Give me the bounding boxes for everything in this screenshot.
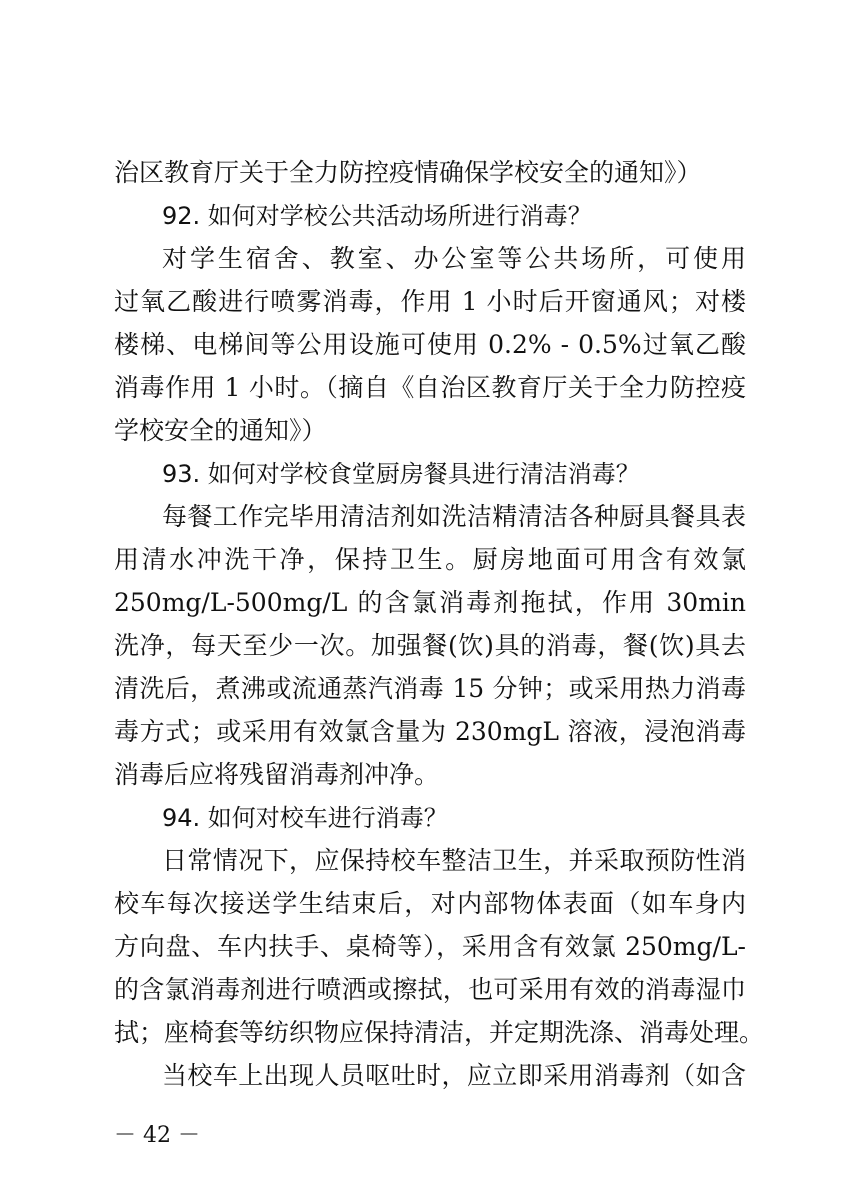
text-line: 学校安全的通知》） — [114, 416, 327, 445]
text-line: 清洗后，煮沸或流通蒸汽消毒 15 分钟；或采用热力消毒 — [114, 674, 746, 703]
text-line: 250mg/L-500mg/L 的含氯消毒剂拖拭，作用 30min — [114, 588, 746, 617]
question-heading-93: 93. 如何对学校食堂厨房餐具进行清洁消毒？ — [162, 460, 640, 488]
text-line: 对学生宿舍、教室、办公室等公共场所，可使用 — [162, 244, 746, 273]
page-number: － 42 － — [114, 1123, 200, 1148]
text-line: 用清水冲洗干净，保持卫生。厨房地面可用含有效氯 — [114, 545, 746, 574]
text-line: 治区教育厅关于全力防控疫情确保学校安全的通知》） — [114, 158, 702, 187]
text-line: 拭；座椅套等纺织物应保持清洁，并定期洗涤、消毒处理。 — [114, 1018, 765, 1047]
text-line: 当校车上出现人员呕吐时，应立即采用消毒剂（如含 — [162, 1061, 746, 1090]
text-line: 日常情况下，应保持校车整洁卫生，并采取预防性消 — [162, 846, 746, 875]
text-line: 消毒后应将残留消毒剂冲净。 — [114, 760, 440, 789]
text-line: 方向盘、车内扶手、桌椅等），采用含有效氯 250mg/L- — [114, 932, 746, 961]
text-line: 毒方式；或采用有效氯含量为 230mgL 溶液，浸泡消毒 — [114, 717, 746, 746]
text-line: 的含氯消毒剂进行喷洒或擦拭，也可采用有效的消毒湿巾 — [114, 975, 746, 1004]
text-line: 校车每次接送学生结束后，对内部物体表面（如车身内 — [114, 889, 746, 918]
text-line: 每餐工作完毕用清洁剂如洗洁精清洁各种厨具餐具表 — [162, 502, 746, 531]
question-heading-94: 94. 如何对校车进行消毒？ — [162, 804, 448, 832]
text-line: 楼梯、电梯间等公用设施可使用 0.2% - 0.5%过氧乙酸 — [114, 330, 746, 359]
text-line: 消毒作用 1 小时。（摘自《自治区教育厅关于全力防控疫 — [114, 373, 746, 402]
text-line: 过氧乙酸进行喷雾消毒，作用 1 小时后开窗通风；对楼 — [114, 287, 746, 316]
question-heading-92: 92. 如何对学校公共活动场所进行消毒？ — [162, 202, 592, 230]
text-line: 洗净，每天至少一次。加强餐(饮)具的消毒，餐(饮)具去 — [114, 631, 746, 660]
